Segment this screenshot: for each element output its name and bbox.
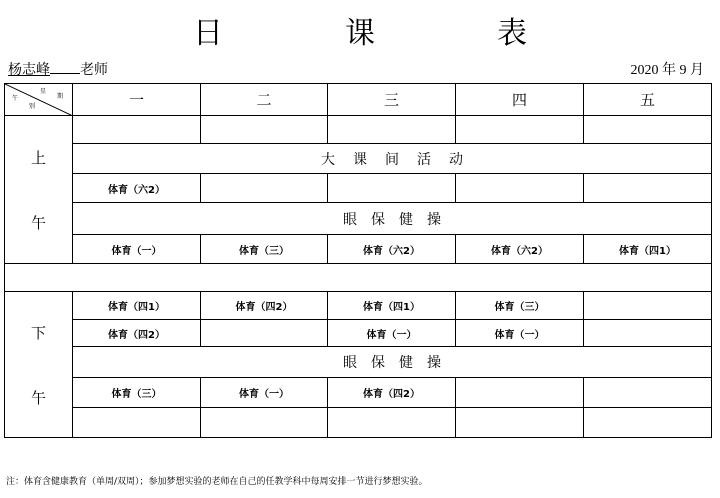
corner-top-char: 期	[57, 93, 64, 100]
schedule-date: 2020 年 9 月	[630, 63, 704, 78]
table-row	[5, 378, 712, 408]
table-row	[5, 174, 712, 203]
break-band: 大课间活动	[73, 144, 712, 174]
class-cell	[73, 116, 201, 144]
class-cell	[201, 320, 328, 347]
class-cell: 体育（一）	[328, 320, 456, 347]
class-cell: 体育（三）	[73, 378, 201, 408]
class-cell: 体育（三）	[201, 235, 328, 264]
class-cell	[73, 408, 201, 438]
table-row	[5, 235, 712, 264]
class-cell: 体育（四1）	[73, 292, 201, 320]
class-cell: 体育（一）	[201, 378, 328, 408]
period-label-afternoon: 下 午	[5, 292, 73, 438]
page-title: 日 课 表	[193, 16, 573, 51]
class-cell	[584, 320, 712, 347]
class-cell: 体育（四2）	[73, 320, 201, 347]
schedule-table	[4, 83, 712, 438]
corner-bottom-char: 别	[29, 103, 36, 110]
period-label-morning: 上 午	[5, 116, 73, 264]
class-cell: 体育（六2）	[73, 174, 201, 203]
class-cell: 体育（四1）	[328, 292, 456, 320]
class-cell	[201, 174, 328, 203]
table-row	[5, 320, 712, 347]
day-header: 二	[201, 84, 328, 116]
corner-bottom-char: 午	[12, 95, 19, 102]
class-cell	[584, 174, 712, 203]
class-cell: 体育（三）	[456, 292, 584, 320]
teacher-name: 杨志峰	[8, 63, 50, 78]
day-header: 四	[456, 84, 584, 116]
class-cell: 体育（六2）	[328, 235, 456, 264]
class-cell	[201, 116, 328, 144]
class-cell	[584, 116, 712, 144]
day-header: 一	[73, 84, 201, 116]
teacher-suffix: 老师	[80, 63, 108, 78]
corner-top-char: 星	[40, 88, 47, 95]
class-cell	[584, 292, 712, 320]
class-cell	[328, 116, 456, 144]
header-row	[5, 84, 712, 116]
day-header: 五	[584, 84, 712, 116]
class-cell	[584, 378, 712, 408]
class-cell	[328, 174, 456, 203]
eye-exercise-band: 眼保健操	[73, 203, 712, 235]
lunch-gap-cell	[5, 264, 712, 292]
table-row	[5, 116, 712, 144]
class-cell	[584, 408, 712, 438]
class-cell: 体育（六2）	[456, 235, 584, 264]
class-cell	[456, 116, 584, 144]
class-cell	[456, 174, 584, 203]
day-header: 三	[328, 84, 456, 116]
class-cell: 体育（一）	[73, 235, 201, 264]
table-row	[5, 292, 712, 320]
class-cell	[201, 408, 328, 438]
eye-exercise-band: 眼保健操	[73, 347, 712, 378]
teacher-blank	[50, 61, 80, 74]
table-row	[5, 203, 712, 235]
footnote: 注：体育含健康教育（单周/双周）；参加梦想实验的老师在自己的任教学科中每周安排一节进行梦想实验。	[6, 477, 428, 487]
table-row	[5, 144, 712, 174]
class-cell: 体育（一）	[456, 320, 584, 347]
class-cell: 体育（四2）	[201, 292, 328, 320]
class-cell	[328, 408, 456, 438]
lunch-gap-row	[5, 264, 712, 292]
corner-cell	[5, 84, 73, 116]
class-cell: 体育（四2）	[328, 378, 456, 408]
class-cell	[456, 378, 584, 408]
table-row	[5, 408, 712, 438]
class-cell	[456, 408, 584, 438]
teacher-line	[8, 59, 108, 79]
class-cell: 体育（四1）	[584, 235, 712, 264]
table-row	[5, 347, 712, 378]
